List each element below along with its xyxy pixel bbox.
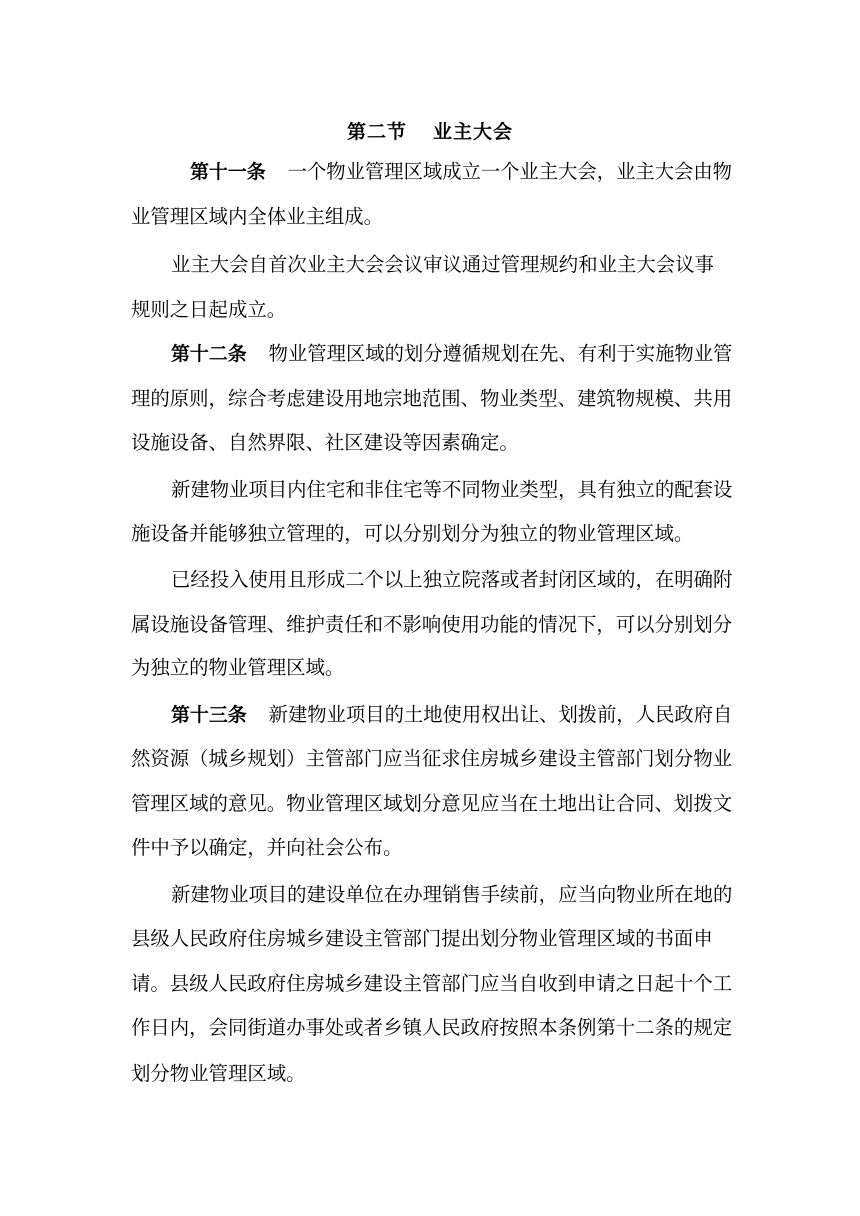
paragraph-13-2-line-3: 请。县级人民政府住房城乡建设主管部门应当自收到申请之日起十个工 [131, 972, 733, 995]
paragraph-13-2-line-4: 作日内，会同街道办事处或者乡镇人民政府按照本条例第十二条的规定 [131, 1016, 733, 1039]
article-13-text-line-1: 新建物业项目的土地使用权出让、划拨前，人民政府自 [268, 703, 733, 726]
paragraph-12-3-line-2: 属设施设备管理、维护责任和不影响使用功能的情况下，可以分别划分 [131, 613, 733, 636]
article-13-text-line-2: 然资源（城乡规划）主管部门应当征求住房城乡建设主管部门划分物业 [131, 747, 733, 770]
article-11-label: 第十一条 [190, 161, 266, 183]
paragraph-13-2-line-5: 划分物业管理区域。 [131, 1062, 306, 1085]
paragraph-12-3-line-1: 已经投入使用且形成二个以上独立院落或者封闭区域的，在明确附 [171, 568, 733, 591]
article-12-text-line-3: 设施设备、自然界限、社区建设等因素确定。 [131, 431, 519, 454]
article-13-text-line-3: 管理区域的意见。物业管理区域划分意见应当在土地出让合同、划拨文 [131, 792, 733, 815]
article-11-text-line-2: 业管理区域内全体业主组成。 [131, 205, 384, 228]
paragraph-12-2-line-1: 新建物业项目内住宅和非住宅等不同物业类型，具有独立的配套设 [171, 478, 733, 501]
article-13-first-line [171, 705, 732, 725]
article-12-text-line-1: 物业管理区域的划分遵循规划在先、有利于实施物业管 [268, 342, 733, 365]
article-11-first-line [190, 162, 732, 182]
article-13-label: 第十三条 [171, 704, 247, 726]
paragraph-13-2-line-1: 新建物业项目的建设单位在办理销售手续前，应当向物业所在地的 [171, 883, 733, 906]
paragraph-12-3-line-3: 为独立的物业管理区域。 [131, 656, 345, 679]
article-13-text-line-4: 件中予以确定，并向社会公布。 [131, 836, 403, 859]
section-name: 业主大会 [433, 121, 514, 143]
section-number: 第二节 [346, 121, 407, 143]
section-title [0, 117, 860, 144]
paragraph-13-2-line-2: 县级人民政府住房城乡建设主管部门提出划分物业管理区域的书面申 [131, 927, 713, 950]
paragraph-12-2-line-2: 施设备并能够独立管理的，可以分别划分为独立的物业管理区域。 [131, 522, 694, 545]
article-12-text-line-2: 理的原则，综合考虑建设用地宗地范围、物业类型、建筑物规模、共用 [131, 387, 733, 410]
paragraph-11-2-line-1: 业主大会自首次业主大会会议审议通过管理规约和业主大会议事 [171, 253, 714, 276]
article-12-first-line [171, 344, 732, 364]
paragraph-11-2-line-2: 规则之日起成立。 [131, 298, 287, 321]
article-11-text-line-1: 一个物业管理区域成立一个业主大会，业主大会由物 [287, 160, 732, 183]
article-12-label: 第十二条 [171, 343, 247, 365]
